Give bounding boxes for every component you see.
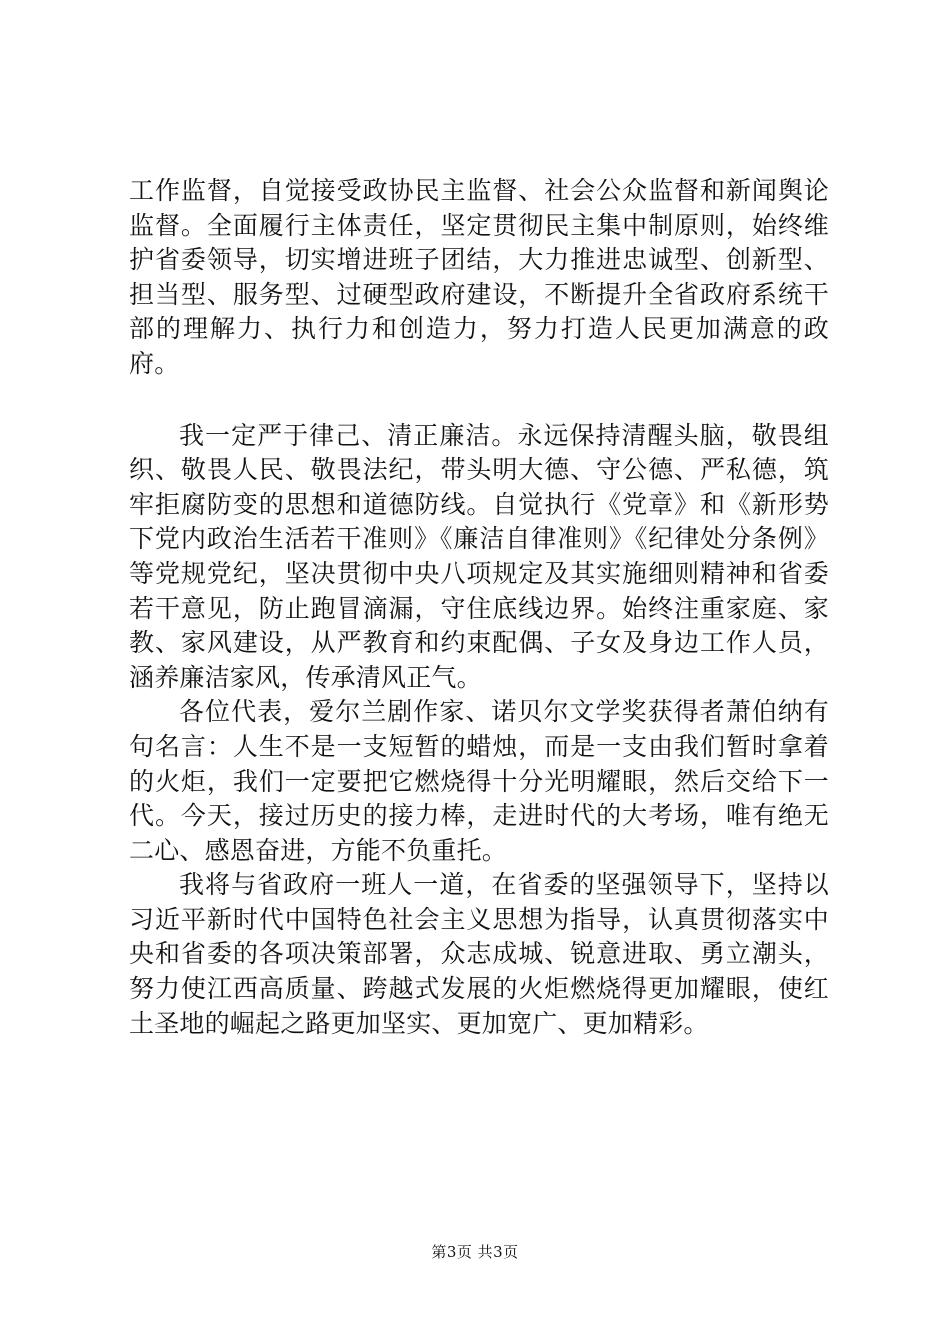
paragraph-closing: 我将与省政府一班人一道，在省委的坚强领导下，坚持以习近平新时代中国特色社会主义思想为指导，认真贯彻落实中央和省委的各项决策部署，众志成城、锐意进取、勇立潮头，努力使江西高质量、跨越式发展的火炬燃烧得更加耀眼，使红土圣地的崛起之路更加坚实、更加宽广、更加精彩。 [129,870,829,1038]
paragraph-continued: 工作监督，自觉接受政协民主监督、社会公众监督和新闻舆论监督。全面履行主体责任，坚定贯彻民主集中制原则，始终维护省委领导，切实增进班子团结，大力推进忠诚型、创新型、担当型、服务型、过硬型政府建设，不断提升全省政府系统干部的理解力、执行力和创造力，努力打造人民更加满意的政府。 [129,176,829,378]
page-footer: 第3页 共3页 [431,1243,519,1261]
paragraph-shaw-quote: 各位代表，爱尔兰剧作家、诺贝尔文学奖获得者萧伯纳有句名言：人生不是一支短暂的蜡烛，而是一支由我们暂时拿着的火炬，我们一定要把它燃烧得十分光明耀眼，然后交给下一代。今天，接过历史的接力棒，走进时代的大考场，唯有绝无二心、感恩奋进，方能不负重托。 [129,697,829,865]
paragraph-self-discipline: 我一定严于律己、清正廉洁。永远保持清醒头脑，敬畏组织、敬畏人民、敬畏法纪，带头明大德、守公德、严私德，筑牢拒腐防变的思想和道德防线。自觉执行《党章》和《新形势下党内政治生活若干准则》《廉洁自律准则》《纪律处分条例》等党规党纪，坚决贯彻中央八项规定及其实施细则精神和省委若干意见，防止跑冒滴漏，守住底线边界。始终注重家庭、家教、家风建设，从严教育和约束配偶、子女及身边工作人员，涵养廉洁家风，传承清风正气。 [129,420,829,692]
document-body [129,174,829,1041]
